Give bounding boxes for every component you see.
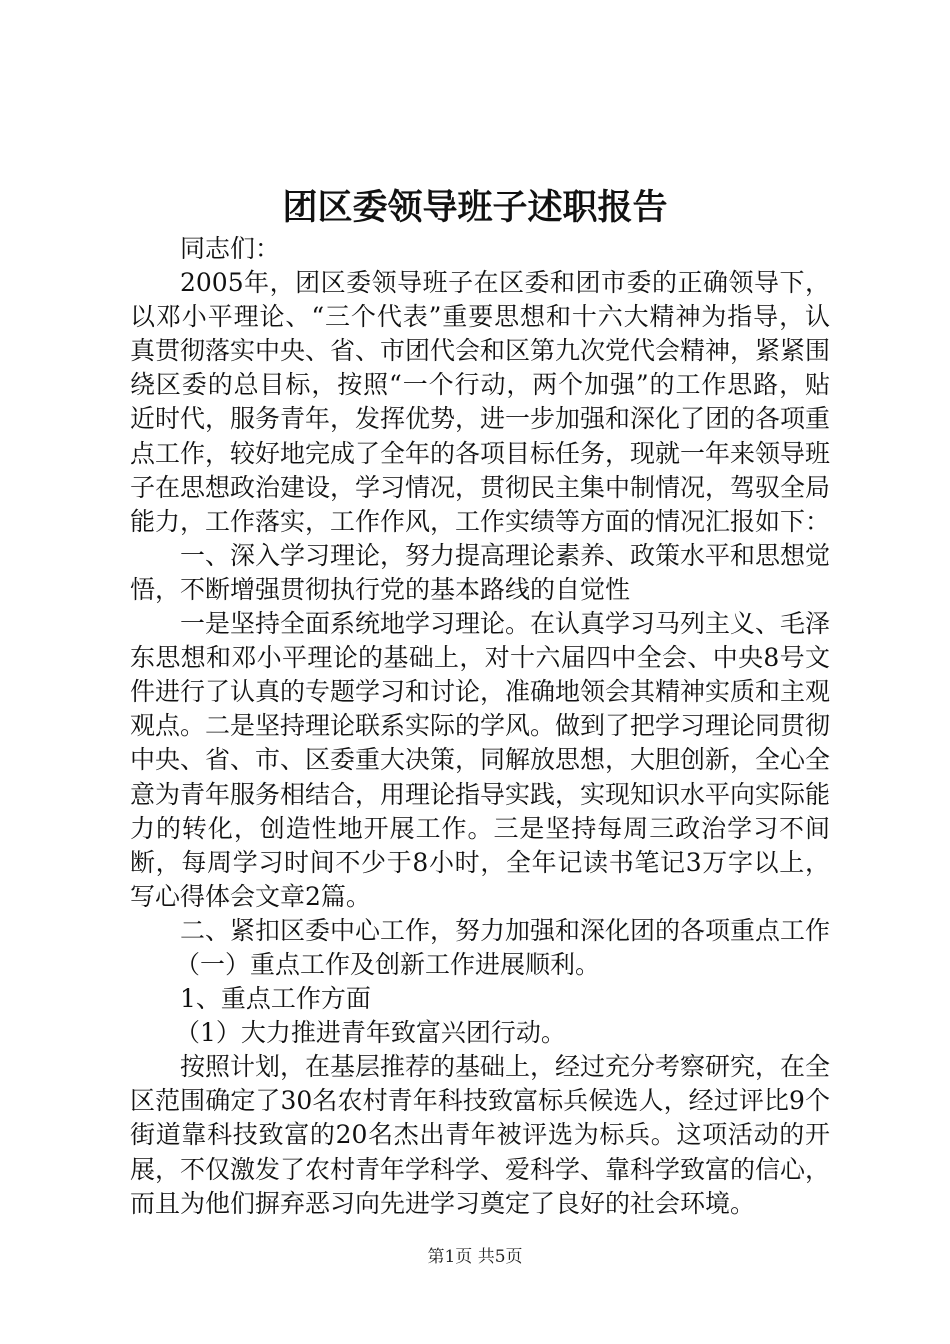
intro-paragraph: 2005年，团区委领导班子在区委和团市委的正确领导下，以邓小平理论、“三个代表”重要思想和十六大精神为指导，认真贯彻落实中央、省、市团代会和区第九次党代会精神，紧紧围绕区委的总目标，按照“一个行动，两个加强”的工作思路，贴近时代，服务青年，发挥优势，进一步加强和深化了团的各项重点工作，较好地完成了全年的各项目标任务，现就一年来领导班子在思想政治建设，学习情况，贯彻民主集中制情况，驾驭全局能力，工作落实，工作作风，工作实绩等方面的情况汇报如下： [130, 268, 831, 536]
item-1-paragraph: 按照计划，在基层推荐的基础上，经过充分考察研究，在全区范围确定了30名农村青年科技致富标兵候选人，经过评比9个街道靠科技致富的20名杰出青年被评选为标兵。这项活动的开展，不仅激发了农村青年学科学、爱科学、靠科学致富的信心，而且为他们摒弃恶习向先进学习奠定了良好的社会环境。 [130, 1052, 831, 1218]
section-heading-1: 一、深入学习理论，努力提高理论素养、政策水平和思想觉悟，不断增强贯彻执行党的基本路线的自觉性 [130, 540, 831, 604]
section-1-paragraph: 一是坚持全面系统地学习理论。在认真学习马列主义、毛泽东思想和邓小平理论的基础上，对十六届四中全会、中央8号文件进行了认真的专题学习和讨论，准确地领会其精神实质和主观观点。二是坚持理论联系实际的学风。做到了把学习理论同贯彻中央、省、市、区委重大决策，同解放思想，大胆创新，全心全意为青年服务相结合，用理论指导实践，实现知识水平向实际能力的转化，创造性地开展工作。三是坚持每周三政治学习不间断，每周学习时间不少于8小时，全年记读书笔记3万字以上，写心得体会文章2篇。 [130, 609, 831, 911]
section-heading-2: 二、紧扣区委中心工作，努力加强和深化团的各项重点工作 [180, 915, 831, 945]
page-footer: 第1页 共5页 [427, 1247, 523, 1267]
document-title: 团区委领导班子述职报告 [282, 187, 668, 228]
subsection-heading-1: （一）重点工作及创新工作进展顺利。 [175, 949, 601, 979]
document-body [130, 232, 830, 1221]
subsection-heading-1-1: 1、重点工作方面 [180, 984, 371, 1014]
salutation: 同志们： [180, 234, 281, 263]
item-heading-1: （1）大力推进青年致富兴团行动。 [175, 1018, 566, 1048]
